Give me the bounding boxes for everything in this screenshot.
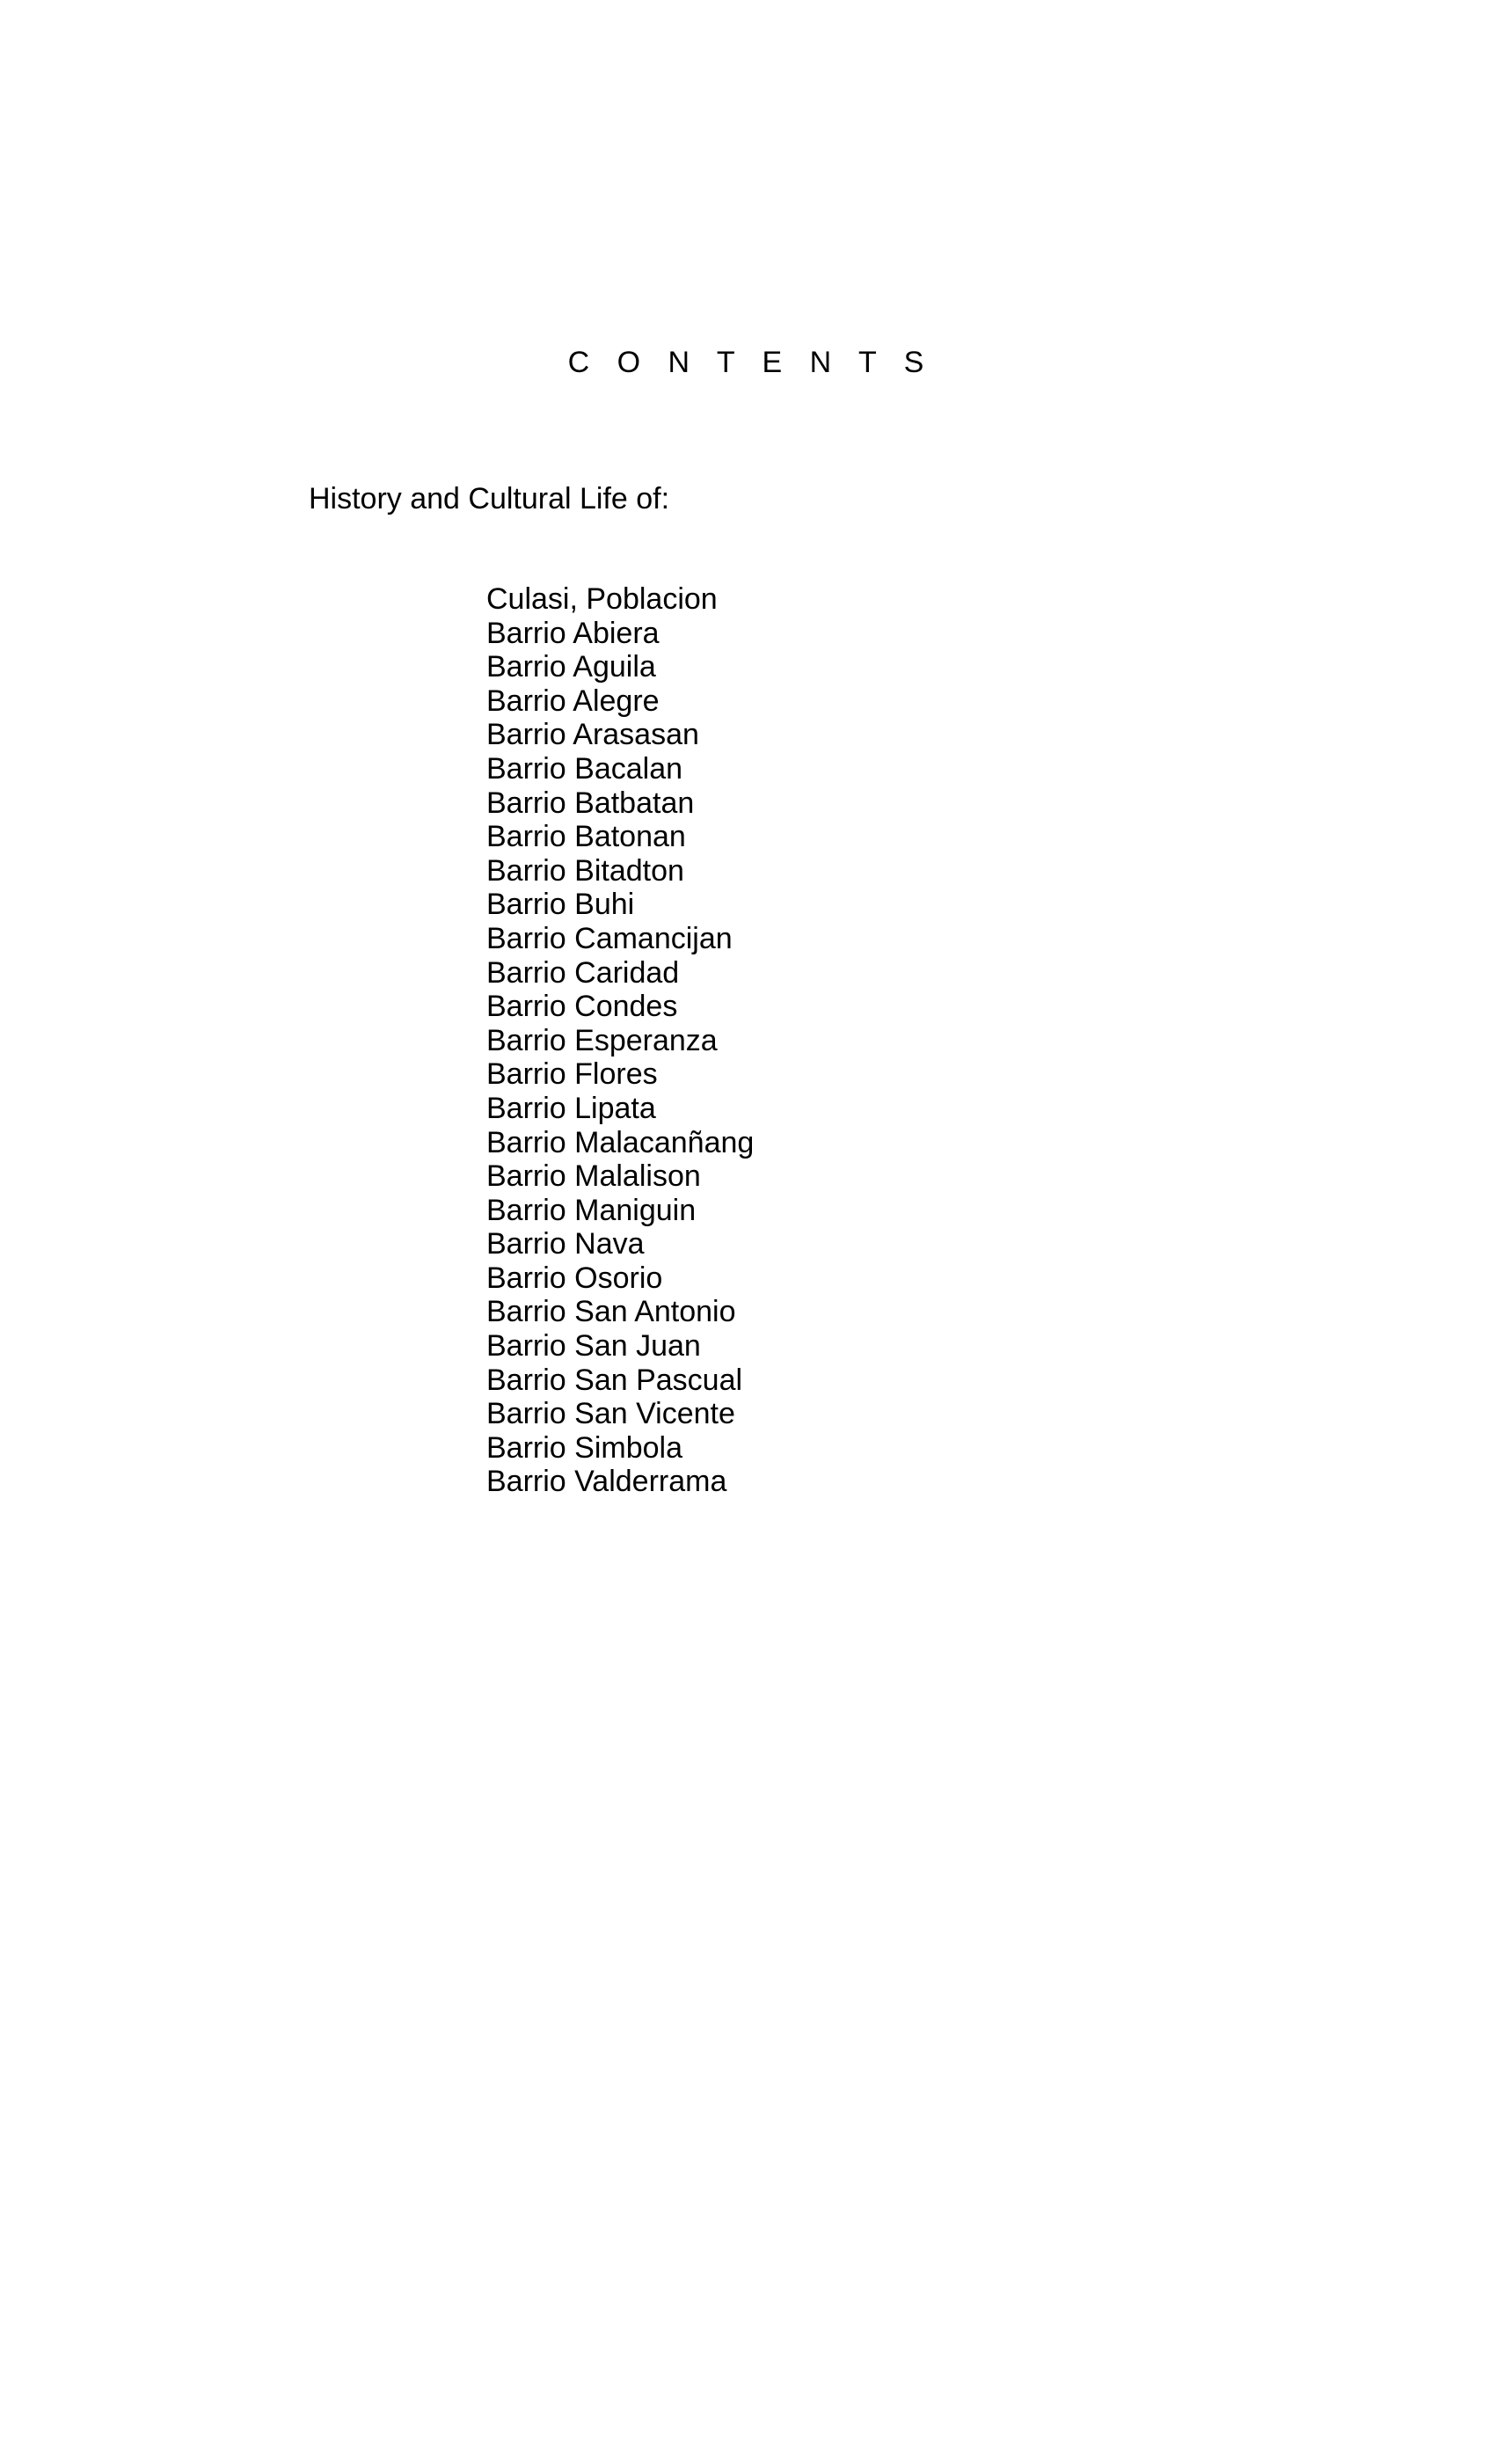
contents-entry: Culasi, Poblacion (486, 582, 718, 616)
contents-entry: Barrio Arasasan (486, 718, 699, 752)
contents-entry: Barrio San Antonio (486, 1295, 736, 1329)
contents-entry: Barrio Valderrama (486, 1465, 727, 1499)
contents-entry: Barrio Nava (486, 1227, 645, 1261)
contents-entry: Barrio Simbola (486, 1430, 682, 1465)
contents-entry: Barrio Maniguin (486, 1193, 697, 1227)
contents-entry: Barrio San Juan (486, 1329, 701, 1364)
contents-title: C O N T E N T S (567, 346, 934, 379)
contents-entry: Barrio Abiera (486, 616, 660, 650)
contents-entry: Barrio Malacanñang (486, 1125, 755, 1159)
contents-entry: Barrio Osorio (486, 1261, 663, 1295)
contents-entry: Barrio Bacalan (486, 751, 683, 786)
contents-entry: Barrio Alegre (486, 684, 660, 718)
contents-entry: Barrio Batbatan (486, 786, 695, 820)
contents-entry: Barrio Buhi (486, 888, 635, 922)
contents-entry: Barrio Batonan (486, 820, 686, 854)
contents-entry: Barrio Malalison (486, 1159, 701, 1194)
contents-entry: Barrio Camancijan (486, 921, 733, 955)
contents-entry: Barrio Flores (486, 1057, 658, 1092)
contents-entry: Barrio Aguila (486, 650, 656, 684)
contents-entry: Barrio Caridad (486, 955, 680, 990)
contents-entry: Barrio Lipata (486, 1091, 656, 1125)
contents-entry: Barrio San Pascual (486, 1363, 743, 1397)
contents-entry: Barrio Esperanza (486, 1023, 718, 1057)
contents-entry: Barrio Bitadton (486, 853, 684, 888)
contents-entry: Barrio Condes (486, 990, 678, 1024)
section-heading: History and Cultural Life of: (309, 482, 670, 515)
contents-list (486, 582, 754, 1499)
contents-entry: Barrio San Vicente (486, 1397, 735, 1431)
